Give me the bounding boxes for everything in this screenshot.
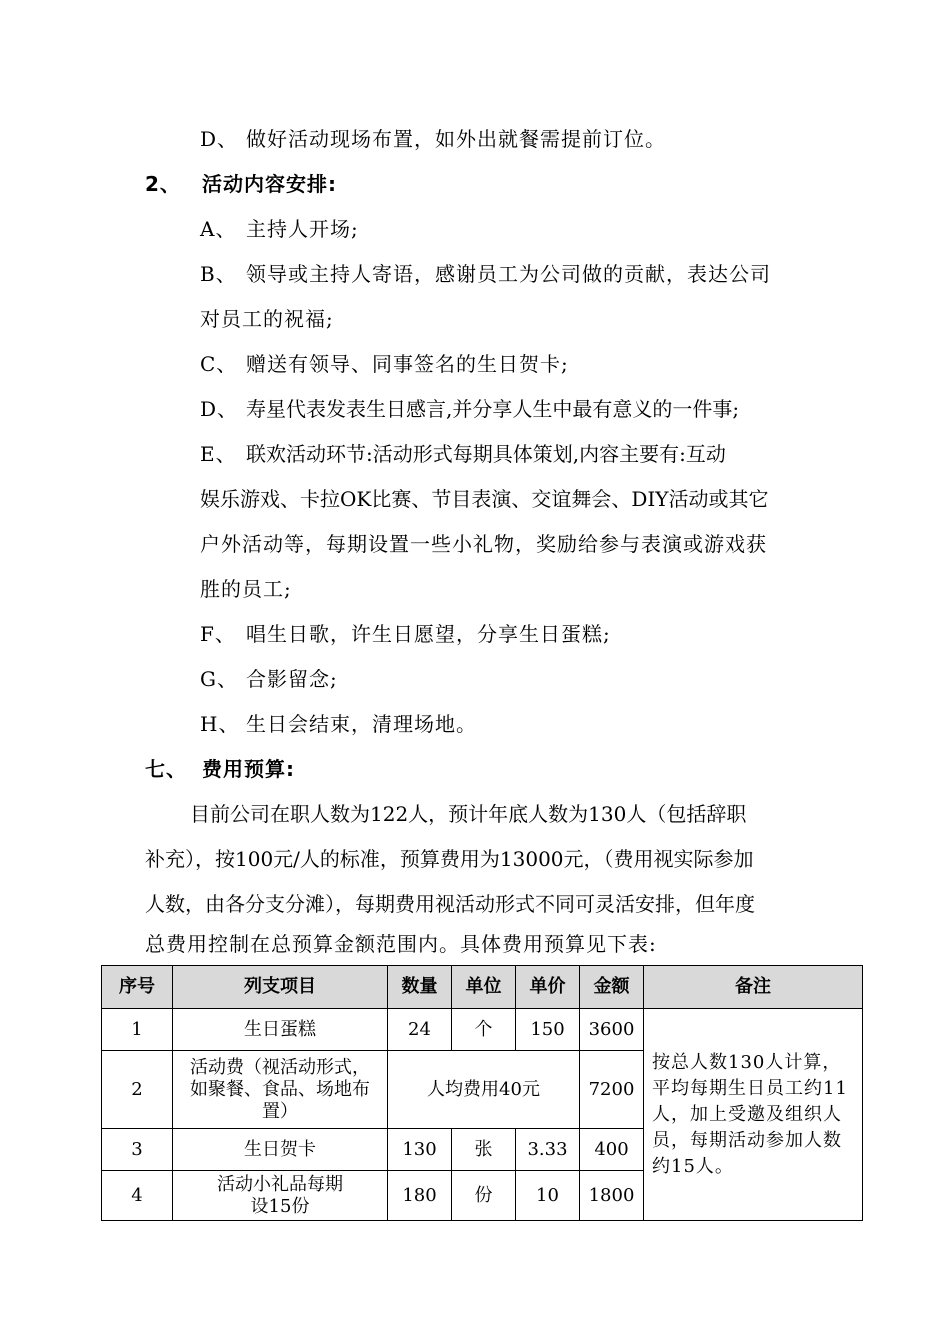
header-note: 备注 <box>644 966 863 1009</box>
cell-item: 活动小礼品每期设15份 <box>173 1171 388 1221</box>
paragraph-line <box>190 801 746 827</box>
list-marker: E、 <box>200 442 237 466</box>
cell-amount: 7200 <box>580 1051 644 1129</box>
list-item-text: 赠送有领导、同事签名的生日贺卡; <box>246 352 569 376</box>
list-item <box>200 261 771 287</box>
list-item-text: 寿星代表发表生日感言,并分享人生中最有意义的一件事; <box>246 397 740 421</box>
budget-table <box>101 965 863 1221</box>
cell-qty: 180 <box>388 1171 452 1221</box>
table-header-row <box>102 966 863 1009</box>
list-item-text: 唱生日歌，许生日愿望，分享生日蛋糕; <box>246 622 611 646</box>
list-marker: D、 <box>200 127 239 151</box>
cell-unit: 份 <box>452 1171 516 1221</box>
paragraph-text: 目前公司在职人数为122人，预计年底人数为130人（包括辞职 <box>190 802 747 826</box>
cell-no: 4 <box>102 1171 173 1221</box>
list-item <box>200 126 666 152</box>
list-item-text: 合影留念; <box>246 667 338 691</box>
cell-price: 150 <box>516 1009 580 1051</box>
list-item-text: 胜的员工; <box>200 577 292 601</box>
paragraph-text: 人数，由各分支分滩），每期费用视活动形式不同可灵活安排，但年度 <box>145 892 755 916</box>
list-item <box>200 666 338 692</box>
cell-amount: 1800 <box>580 1171 644 1221</box>
list-item-text: 生日会结束，清理场地。 <box>246 712 477 736</box>
cell-unit: 张 <box>452 1129 516 1171</box>
header-unit: 单位 <box>452 966 516 1009</box>
paragraph-line <box>145 931 657 957</box>
list-marker: H、 <box>200 712 240 736</box>
list-item <box>200 711 477 737</box>
list-item-text: 对员工的祝福; <box>200 307 334 331</box>
section-title: 费用预算: <box>202 757 295 781</box>
cell-unit: 个 <box>452 1009 516 1051</box>
list-marker: D、 <box>200 397 239 421</box>
list-item <box>200 621 611 647</box>
section-heading <box>145 756 295 782</box>
cell-item: 活动费（视活动形式，如聚餐、食品、场地布置） <box>173 1051 388 1129</box>
cell-price: 10 <box>516 1171 580 1221</box>
paragraph-text: 总费用控制在总预算金额范围内。具体费用预算见下表: <box>145 932 657 956</box>
list-item <box>200 441 726 467</box>
section-heading <box>145 171 337 197</box>
list-item-text: 主持人开场; <box>246 217 359 241</box>
cell-qty: 24 <box>388 1009 452 1051</box>
header-amount: 金额 <box>580 966 644 1009</box>
cell-item: 生日贺卡 <box>173 1129 388 1171</box>
list-marker: B、 <box>200 262 237 286</box>
cell-amount: 3600 <box>580 1009 644 1051</box>
cell-no: 2 <box>102 1051 173 1129</box>
list-item-text: 做好活动现场布置，如外出就餐需提前订位。 <box>246 127 666 151</box>
cell-merged-cost: 人均费用40元 <box>388 1051 580 1129</box>
section-number: 2、 <box>145 172 181 196</box>
list-item <box>200 351 569 377</box>
cell-no: 1 <box>102 1009 173 1051</box>
list-marker: C、 <box>200 352 238 376</box>
cell-item: 生日蛋糕 <box>173 1009 388 1051</box>
header-item: 列支项目 <box>173 966 388 1009</box>
paragraph-line <box>145 891 755 917</box>
list-marker: A、 <box>200 217 237 241</box>
list-item-continuation <box>200 486 768 512</box>
cell-price: 3.33 <box>516 1129 580 1171</box>
section-number: 七、 <box>145 757 187 781</box>
cell-qty: 130 <box>388 1129 452 1171</box>
paragraph-text: 补充），按100元/人的标准，预算费用为13000元，（费用视实际参加 <box>145 847 754 871</box>
section-title: 活动内容安排: <box>202 172 337 196</box>
list-item-text: 户外活动等，每期设置一些小礼物，奖励给参与表演或游戏获 <box>200 532 767 556</box>
cell-no: 3 <box>102 1129 173 1171</box>
list-marker: G、 <box>200 667 238 691</box>
list-item-continuation <box>200 531 767 557</box>
list-item-continuation <box>200 576 292 602</box>
list-item <box>200 216 359 242</box>
list-item-text: 联欢活动环节:活动形式每期具体策划,内容主要有:互动 <box>246 442 726 466</box>
list-item-continuation <box>200 306 334 332</box>
header-no: 序号 <box>102 966 173 1009</box>
list-item-text: 领导或主持人寄语，感谢员工为公司做的贡献，表达公司 <box>246 262 771 286</box>
paragraph-line <box>145 846 754 872</box>
cell-note: 按总人数130人计算，平均每期生日员工约11人，加上受邀及组织人员，每期活动参加人数约15人。 <box>644 1009 863 1221</box>
header-qty: 数量 <box>388 966 452 1009</box>
list-marker: F、 <box>200 622 236 646</box>
table-row <box>102 1009 863 1051</box>
header-price: 单价 <box>516 966 580 1009</box>
list-item <box>200 396 739 422</box>
cell-amount: 400 <box>580 1129 644 1171</box>
list-item-text: 娱乐游戏、卡拉OK比赛、节目表演、交谊舞会、DIY活动或其它 <box>200 487 769 511</box>
